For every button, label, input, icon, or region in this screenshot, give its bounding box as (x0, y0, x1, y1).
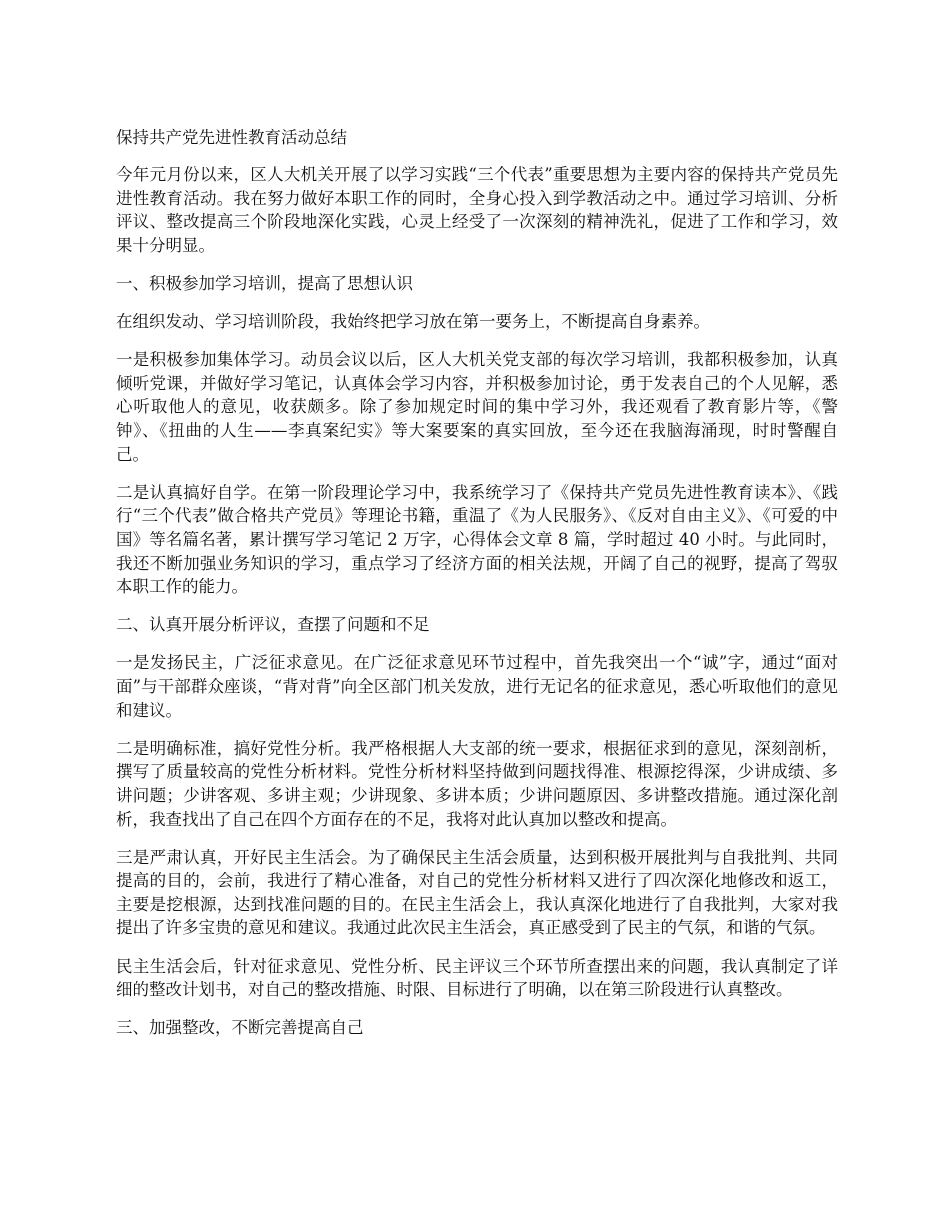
document-page (116, 126, 838, 1054)
paragraph: 民主生活会后，针对征求意见、党性分析、民主评议三个环节所查摆出来的问题，我认真制定了详细的整改计划书，对自己的整改措施、时限、目标进行了明确，以在第三阶段进行认真整改。 (116, 956, 838, 1000)
paragraph: 一是发扬民主，广泛征求意见。在广泛征求意见环节过程中，首先我突出一个“诚”字，通过“面对面”与干部群众座谈，“背对背”向全区部门机关发放，进行无记名的征求意见，悉心听取他们的意见和建议。 (116, 653, 838, 720)
document-title: 保持共产党先进性教育活动总结 (116, 128, 347, 147)
paragraph-intro: 今年元月份以来，区人大机关开展了以学习实践“三个代表”重要思想为主要内容的保持共产党员先进性教育活动。我在努力做好本职工作的同时，全身心投入到学教活动之中。通过学习培训、分析评议、整改提高三个阶段地深化实践，心灵上经受了一次深刻的精神洗礼，促进了工作和学习，效果十分明显。 (116, 165, 838, 255)
paragraph: 三是严肃认真，开好民主生活会。为了确保民主生活会质量，达到积极开展批判与自我批判、共同提高的目的，会前，我进行了精心准备，对自己的党性分析材料又进行了四次深化地修改和返工，主要是挖根源，达到找准问题的目的。在民主生活会上，我认真深化地进行了自我批判，大家对我提出了许多宝贵的意见和建议。我通过此次民主生活会，真正感受到了民主的气氛，和谐的气氛。 (116, 847, 838, 938)
section-heading-2: 二、认真开展分析评议，查摆了问题和不足 (116, 615, 430, 635)
section-heading-1: 一、积极参加学习培训，提高了思想认识 (116, 274, 413, 294)
paragraph: 在组织发动、学习培训阶段，我始终把学习放在第一要务上，不断提高自身素养。 (116, 312, 710, 332)
paragraph: 二是明确标准，搞好党性分析。我严格根据人大支部的统一要求，根据征求到的意见，深刻剖析，撰写了质量较高的党性分析材料。党性分析材料坚持做到问题找得准、根源挖得深，少讲成绩、多讲问题；少讲客观、多讲主观；少讲现象、多讲本质；少讲问题原因、多讲整改措施。通过深化剖析，我查找出了自己在四个方面存在的不足，我将对此认真加以整改和提高。 (116, 738, 838, 829)
section-heading-3: 三、加强整改，不断完善提高自己 (116, 1018, 364, 1038)
paragraph: 一是积极参加集体学习。动员会议以后，区人大机关党支部的每次学习培训，我都积极参加，认真倾听党课，并做好学习笔记，认真体会学习内容，并积极参加讨论，勇于发表自己的个人见解，悉心听取他人的意见，收获颇多。除了参加规定时间的集中学习外，我还观看了教育影片等，《警钟》、《扭曲的人生——李真案纪实》等大案要案的真实回放，至今还在我脑海涌现，时时警醒自己。 (116, 350, 838, 464)
paragraph: 二是认真搞好自学。在第一阶段理论学习中，我系统学习了《保持共产党员先进性教育读本》、《践行“三个代表”做合格共产党员》等理论书籍，重温了《为人民服务》、《反对自由主义》、《可爱的中国》等名篇名著，累计撰写学习笔记 2 万字，心得体会文章 8 篇，学时超过 40 小时。与此同时，我还不断加强业务知识的学习，重点学习了经济方面的相关法规，开阔了自己的视野，提高了驾驭本职工作的能力。 (116, 482, 838, 597)
